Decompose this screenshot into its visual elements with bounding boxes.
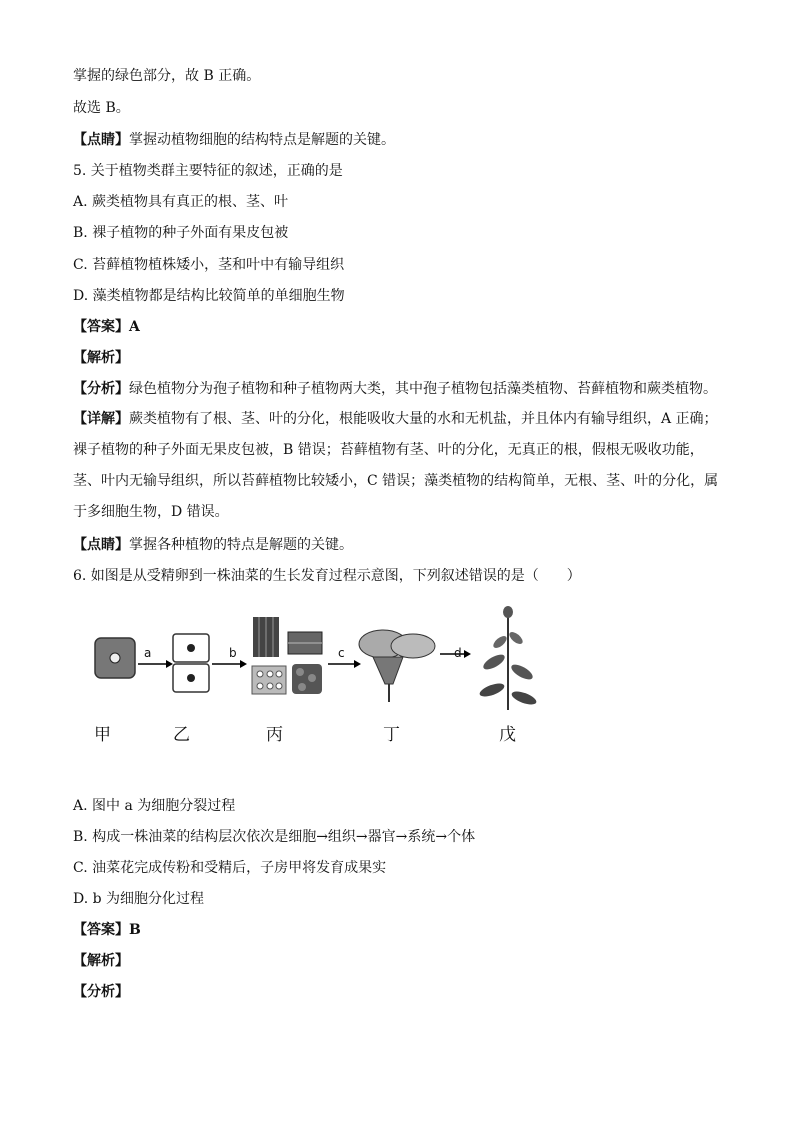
arrow-label-d: d — [454, 646, 462, 660]
tissue-cell — [257, 683, 263, 689]
question-6-option-a: A. 图中 a 为细胞分裂过程 — [73, 798, 236, 814]
xiangjie-tag: 【详解】 — [73, 411, 129, 427]
text-line: 掌握的绿色部分，故 B 正确。 — [73, 68, 261, 84]
question-5-fenxi — [73, 379, 717, 399]
note-tag: 【点睛】 — [73, 132, 129, 148]
question-5-option-d: D. 藻类植物都是结构比较简单的单细胞生物 — [73, 288, 345, 304]
flower-ovary — [373, 657, 403, 684]
question-5-dianjing — [73, 535, 353, 555]
plant-leaf — [478, 681, 506, 699]
note-text: 掌握动植物细胞的结构特点是解题的关键。 — [129, 132, 395, 148]
stage-label-ding: 丁 — [383, 725, 400, 745]
arrow-d-head — [464, 650, 471, 658]
question-5-option-a: A. 蕨类植物具有真正的根、茎、叶 — [73, 194, 289, 210]
plant-leaf — [510, 689, 538, 707]
xiangjie-text: 蕨类植物有了根、茎、叶的分化，根能吸收大量的水和无机盐，并且体内有输导组织，A 正确；裸子植物的种子外面无果皮包被，B 错误；苔藓植物有茎、叶的分化，无真正的根，假根无吸收功能，茎、叶内无输导组织，所以苔藓植物比较矮小，C 错误；藻类植物的结构简单，无根、茎、叶的分化，属于多细胞生物，D 错误。 — [73, 411, 719, 520]
arrow-b-head — [240, 660, 247, 668]
tissue-parenchyma — [252, 666, 286, 694]
arrow-a-head — [166, 660, 173, 668]
tissue-cell — [267, 683, 273, 689]
fenxi-tag: 【分析】 — [73, 381, 129, 397]
plant-leaf — [509, 662, 535, 683]
flower-petals-right — [391, 634, 435, 658]
nucleus-top — [187, 644, 195, 652]
stage-label-jia: 甲 — [94, 725, 111, 745]
nucleus-bottom — [187, 674, 195, 682]
tissue-cell — [257, 671, 263, 677]
plant-bud — [503, 606, 513, 618]
question-6-analysis-heading: 【解析】 — [73, 953, 129, 969]
tissue-cell — [308, 674, 316, 682]
question-5-analysis-heading: 【解析】 — [73, 350, 129, 366]
tissue-mechanical — [292, 664, 322, 694]
arrow-label-a: a — [144, 646, 152, 660]
tissue-cell — [267, 671, 273, 677]
tissue-cell — [276, 671, 282, 677]
question-6-option-d: D. b 为细胞分化过程 — [73, 891, 205, 907]
dianjing-tag: 【点睛】 — [73, 537, 129, 553]
question-6-fenxi-heading: 【分析】 — [73, 984, 129, 1000]
question-5-xiangjie — [73, 404, 723, 528]
arrow-label-b: b — [229, 646, 237, 660]
tissue-cell — [296, 668, 304, 676]
question-6-answer: 【答案】B — [73, 922, 141, 938]
plant-leaf — [507, 630, 524, 646]
arrow-c-head — [354, 660, 361, 668]
growth-process-diagram — [88, 602, 558, 717]
question-5-option-b: B. 裸子植物的种子外面有果皮包被 — [73, 225, 289, 241]
question-5-stem: 5. 关于植物类群主要特征的叙述，正确的是 — [73, 163, 343, 179]
question-6-option-b: B. 构成一株油菜的结构层次依次是细胞→组织→器官→系统→个体 — [73, 829, 476, 845]
arrow-label-c: c — [338, 646, 345, 660]
question-5-answer: 【答案】A — [73, 319, 140, 335]
stage-label-bing: 丙 — [266, 725, 283, 745]
plant-leaf — [481, 652, 507, 673]
fenxi-text: 绿色植物分为孢子植物和种子植物两大类，其中孢子植物包括藻类植物、苔藓植物和蕨类植物。 — [129, 381, 717, 397]
question-5-option-c: C. 苔藓植物植株矮小，茎和叶中有输导组织 — [73, 257, 345, 273]
tissue-cell — [276, 683, 282, 689]
text-line: 故选 B。 — [73, 100, 130, 116]
tissue-cell — [298, 683, 306, 691]
dianjing-text: 掌握各种植物的特点是解题的关键。 — [129, 537, 353, 553]
point-note — [73, 130, 395, 150]
question-6-stem: 6. 如图是从受精卵到一株油菜的生长发育过程示意图，下列叙述错误的是（ ） — [73, 568, 581, 584]
question-6-option-c: C. 油菜花完成传粉和受精后，子房甲将发育成果实 — [73, 860, 387, 876]
plant-leaf — [491, 634, 508, 650]
stage-label-wu: 戊 — [499, 725, 516, 745]
growth-process-figure — [88, 602, 558, 752]
zygote-nucleus — [110, 653, 120, 663]
stage-label-yi: 乙 — [173, 725, 190, 745]
